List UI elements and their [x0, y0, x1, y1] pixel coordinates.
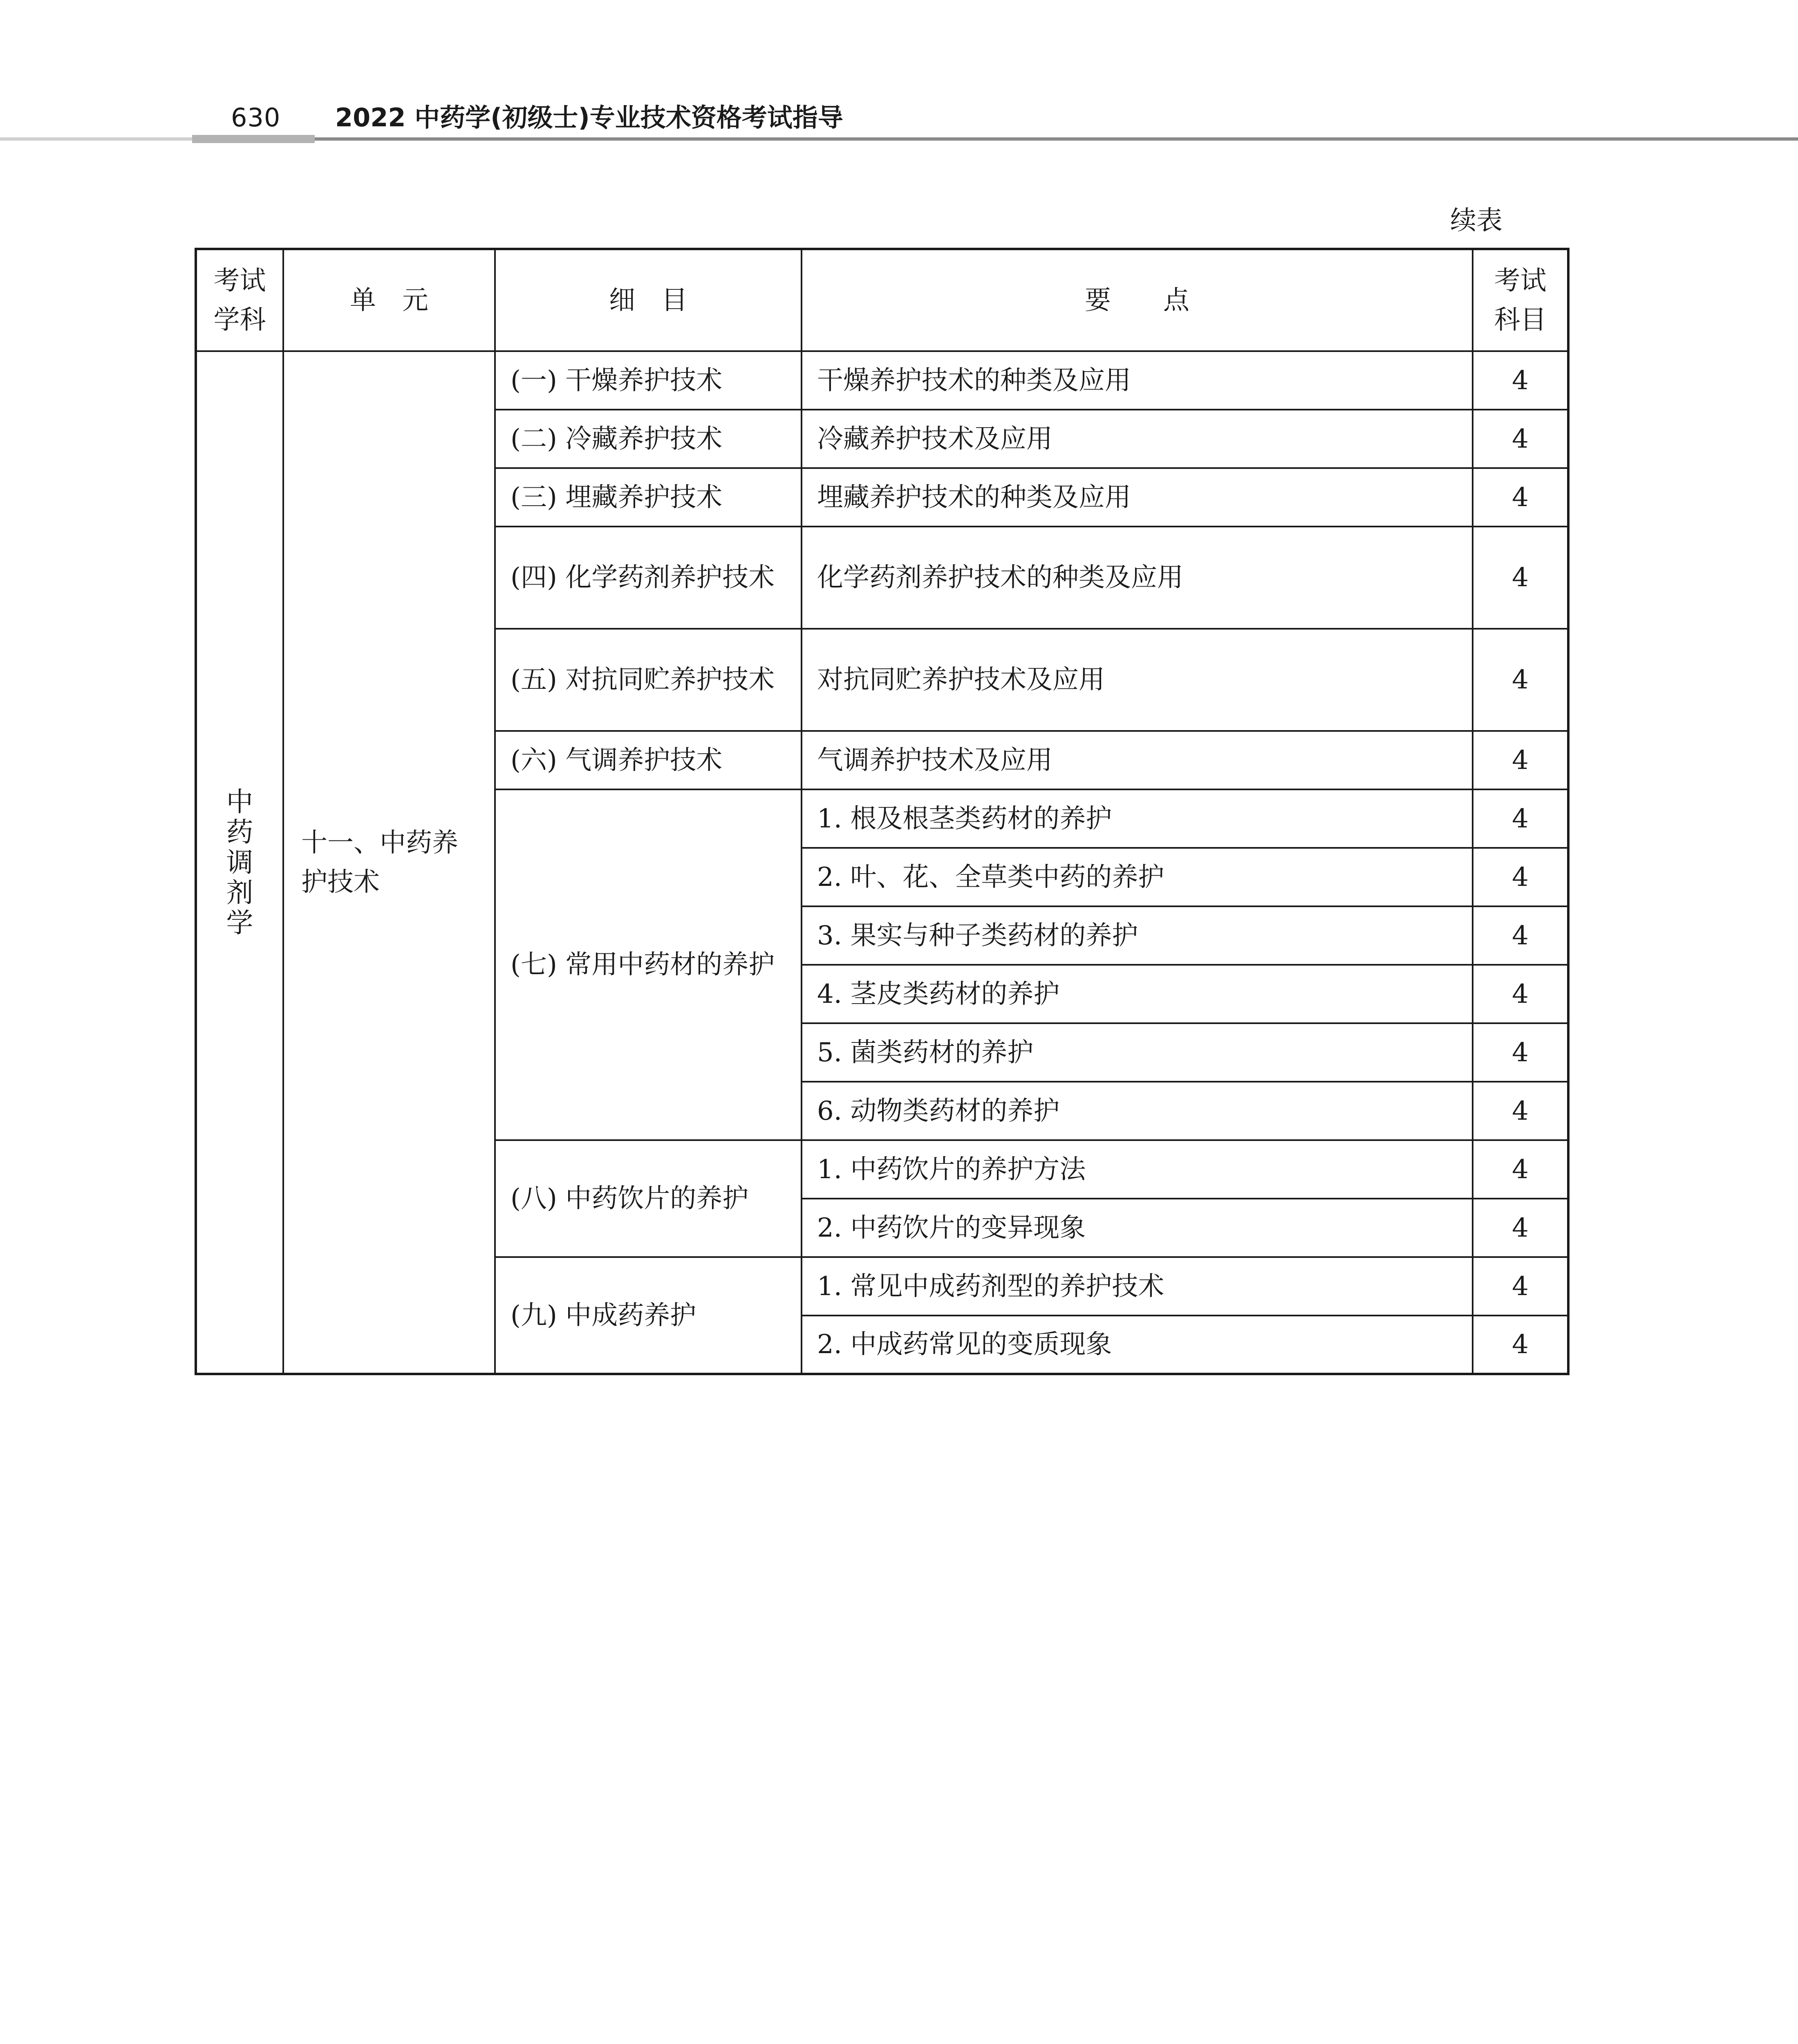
point-cell: 2. 中药饮片的变异现象 — [802, 1199, 1473, 1257]
point-cell: 干燥养护技术的种类及应用 — [802, 351, 1473, 410]
exam-subject-cell: 4 — [1473, 351, 1568, 410]
page-header-title: 2022 中药学(初级士)专业技术资格考试指导 — [335, 103, 843, 132]
exam-subject-cell: 4 — [1473, 1199, 1568, 1257]
table-header-row — [196, 249, 1568, 351]
point-cell: 1. 根及根茎类药材的养护 — [802, 789, 1473, 848]
detail-cell: (九) 中成药养护 — [495, 1257, 802, 1374]
subject-cell — [196, 351, 283, 1374]
table-row — [196, 351, 1568, 410]
point-cell: 2. 中成药常见的变质现象 — [802, 1316, 1473, 1374]
exam-subject-cell: 4 — [1473, 1023, 1568, 1082]
exam-subject-cell: 4 — [1473, 410, 1568, 468]
exam-subject-cell: 4 — [1473, 1257, 1568, 1316]
point-cell: 4. 茎皮类药材的养护 — [802, 965, 1473, 1023]
point-cell: 1. 常见中成药剂型的养护技术 — [802, 1257, 1473, 1316]
point-cell: 对抗同贮养护技术及应用 — [802, 629, 1473, 731]
detail-cell: (五) 对抗同贮养护技术 — [495, 629, 802, 731]
detail-cell: (六) 气调养护技术 — [495, 731, 802, 789]
point-cell: 1. 中药饮片的养护方法 — [802, 1140, 1473, 1199]
unit-cell — [283, 351, 495, 1374]
exam-subject-cell: 4 — [1473, 527, 1568, 629]
point-cell: 3. 果实与种子类药材的养护 — [802, 906, 1473, 965]
exam-subject-cell: 4 — [1473, 629, 1568, 731]
syllabus-table — [195, 248, 1570, 1375]
point-cell: 气调养护技术及应用 — [802, 731, 1473, 789]
column-header-unit: 单 元 — [283, 249, 495, 351]
page-number: 630 — [231, 103, 281, 132]
table-body — [196, 351, 1568, 1374]
column-header-detail: 细 目 — [495, 249, 802, 351]
point-cell: 5. 菌类药材的养护 — [802, 1023, 1473, 1082]
point-cell: 化学药剂养护技术的种类及应用 — [802, 527, 1473, 629]
column-header-subject: 考试学科 — [196, 249, 283, 351]
unit-label: 十一、中药养护技术 — [301, 827, 458, 897]
point-cell: 冷藏养护技术及应用 — [802, 410, 1473, 468]
detail-cell: (二) 冷藏养护技术 — [495, 410, 802, 468]
exam-subject-cell: 4 — [1473, 1316, 1568, 1374]
detail-cell: (七) 常用中药材的养护 — [495, 789, 802, 1140]
column-header-points: 要 点 — [802, 249, 1473, 351]
detail-cell: (四) 化学药剂养护技术 — [495, 527, 802, 629]
exam-subject-cell: 4 — [1473, 1082, 1568, 1140]
detail-cell: (三) 埋藏养护技术 — [495, 468, 802, 527]
subject-label: 中药调剂学 — [226, 786, 253, 939]
detail-cell: (八) 中药饮片的养护 — [495, 1140, 802, 1257]
point-cell: 2. 叶、花、全草类中药的养护 — [802, 848, 1473, 906]
exam-subject-cell: 4 — [1473, 1140, 1568, 1199]
exam-subject-cell: 4 — [1473, 468, 1568, 527]
exam-subject-cell: 4 — [1473, 848, 1568, 906]
point-cell: 埋藏养护技术的种类及应用 — [802, 468, 1473, 527]
exam-subject-cell: 4 — [1473, 789, 1568, 848]
exam-subject-cell: 4 — [1473, 965, 1568, 1023]
column-header-exam-subject: 考试科目 — [1473, 249, 1568, 351]
exam-subject-cell: 4 — [1473, 731, 1568, 789]
header-rule-accent — [192, 135, 315, 143]
header-rule-highlight — [0, 137, 192, 141]
detail-cell: (一) 干燥养护技术 — [495, 351, 802, 410]
exam-subject-cell: 4 — [1473, 906, 1568, 965]
continued-label: 续表 — [1450, 206, 1502, 236]
point-cell: 6. 动物类药材的养护 — [802, 1082, 1473, 1140]
